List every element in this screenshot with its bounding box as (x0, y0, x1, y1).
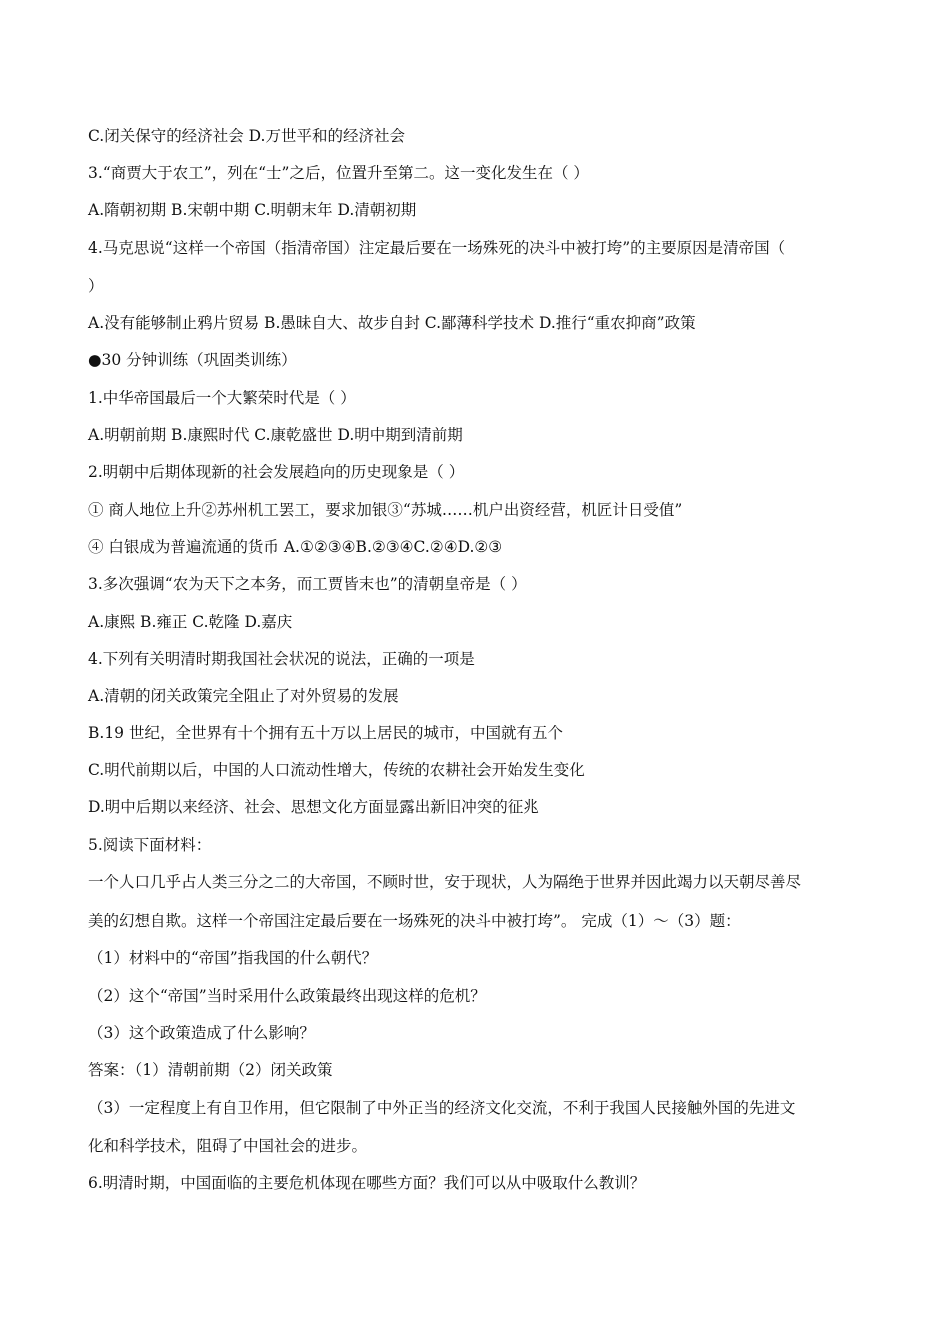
question-3b: 3.多次强调“农为天下之本务，而工贾皆末也”的清朝皇帝是（ ） (88, 575, 527, 593)
question-5: 5.阅读下面材料： (88, 836, 212, 854)
option-4b-c: C.明代前期以后，中国的人口流动性增大，传统的农耕社会开始发生变化 (88, 761, 585, 779)
question-4b: 4.下列有关明清时期我国社会状况的说法，正确的一项是 (88, 650, 475, 668)
options-q3: A.隋朝初期 B.宋朝中期 C.明朝末年 D.清朝初期 (88, 201, 417, 219)
option-4b-b: B.19 世纪，全世界有十个拥有五十万以上居民的城市，中国就有五个 (88, 724, 563, 742)
sub-question-2: （2）这个“帝国”当时采用什么政策最终出现这样的危机？ (88, 987, 486, 1005)
question-4: 4.马克思说“这样一个帝国（指清帝国）注定最后要在一场殊死的决斗中被打垮”的主要原因是清帝国（ (88, 239, 786, 257)
question-2-items-1: ① 商人地位上升②苏州机工罢工，要求加银③“苏城……机户出资经营，机匠计日受值” (88, 501, 683, 519)
answer-line-3: 化和科学技术，阻碍了中国社会的进步。 (88, 1137, 368, 1155)
question-2: 2.明朝中后期体现新的社会发展趋向的历史现象是（ ） (88, 463, 465, 481)
material-line-2: 美的幻想自欺。这样一个帝国注定最后要在一场殊死的决斗中被打垮”。 完成（1）～（3）题： (88, 912, 741, 930)
sub-question-3: （3）这个政策造成了什么影响？ (88, 1024, 315, 1042)
section-heading-30min: ●30 分钟训练（巩固类训练） (88, 351, 297, 369)
options-q1: A.明朝前期 B.康熙时代 C.康乾盛世 D.明中期到清前期 (88, 426, 463, 444)
question-4-close-paren: ） (88, 277, 104, 295)
options-q3b: A.康熙 B.雍正 C.乾隆 D.嘉庆 (88, 613, 293, 631)
option-4b-a: A.清朝的闭关政策完全阻止了对外贸易的发展 (88, 687, 399, 705)
question-3: 3.“商贾大于农工”，列在“士”之后，位置升至第二。这一变化发生在（ ） (88, 164, 589, 182)
answer-line-1: 答案：（1）清朝前期（2）闭关政策 (88, 1061, 333, 1079)
option-line-q2-cd: C.闭关保守的经济社会 D.万世平和的经济社会 (88, 127, 405, 145)
option-4b-d: D.明中后期以来经济、社会、思想文化方面显露出新旧冲突的征兆 (88, 798, 539, 816)
sub-question-1: （1）材料中的“帝国”指我国的什么朝代？ (88, 949, 378, 967)
options-q4: A.没有能够制止鸦片贸易 B.愚昧自大、故步自封 C.鄙薄科学技术 D.推行“重农抑商”政策 (88, 314, 696, 332)
answer-line-2: （3）一定程度上有自卫作用，但它限制了中外正当的经济文化交流，不利于我国人民接触外国的先进文 (88, 1099, 796, 1117)
question-1: 1.中华帝国最后一个大繁荣时代是（ ） (88, 389, 356, 407)
question-2-items-2: ④ 白银成为普遍流通的货币 A.①②③④B.②③④C.②④D.②③ (88, 538, 503, 556)
question-6: 6.明清时期，中国面临的主要危机体现在哪些方面？我们可以从中吸取什么教训？ (88, 1174, 646, 1192)
material-line-1: 一个人口几乎占人类三分之二的大帝国，不顾时世，安于现状，人为隔绝于世界并因此竭力以天朝尽善尽 (88, 873, 802, 891)
